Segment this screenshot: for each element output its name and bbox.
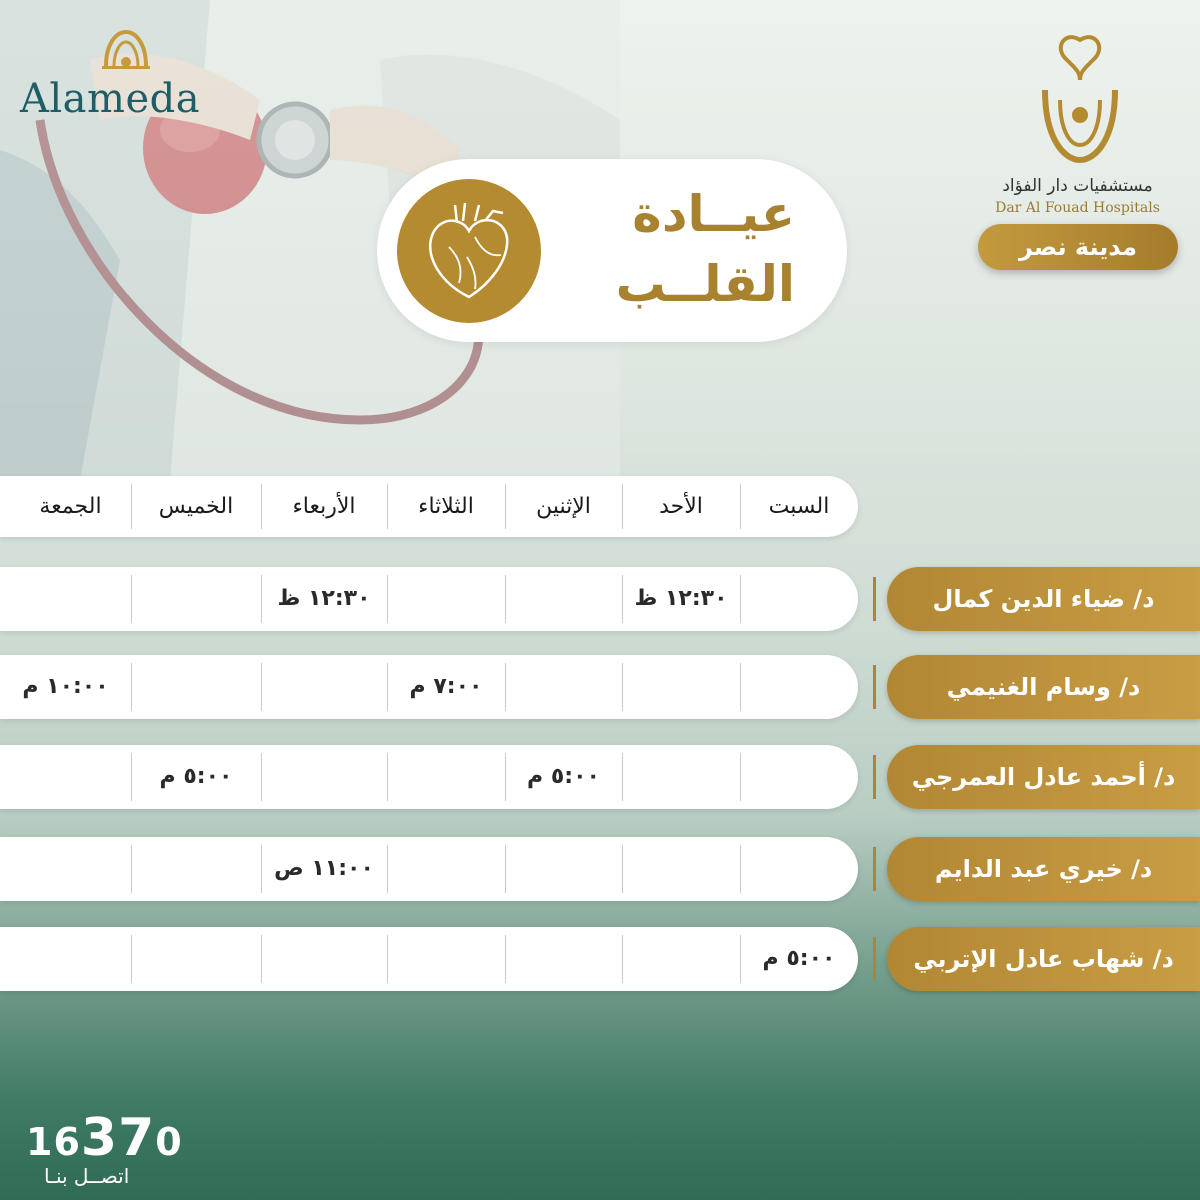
schedule-row <box>0 837 858 901</box>
schedule-row <box>0 567 858 631</box>
slot-wednesday <box>261 655 387 719</box>
slot-divider <box>505 663 506 711</box>
dar-al-fouad-arabic-name: مستشفيات دار الفؤاد <box>1002 176 1153 196</box>
doctor-name: د/ وسام الغنيمي <box>887 655 1200 719</box>
doctor-marker <box>873 755 876 799</box>
slot-wednesday <box>261 927 387 991</box>
contact-us-label: اتصــل بنـا <box>44 1164 130 1188</box>
slot-divider <box>505 753 506 801</box>
slot-tuesday <box>387 927 505 991</box>
dar-al-fouad-calligraphy-icon <box>1025 30 1135 170</box>
day-thursday: الخميس <box>158 494 234 519</box>
slot-sunday <box>622 655 740 719</box>
slot-divider <box>261 753 262 801</box>
slot-monday <box>505 837 622 901</box>
slot-friday: ١٠:٠٠ م <box>22 674 109 699</box>
slot-divider <box>261 845 262 893</box>
slot-wednesday <box>261 745 387 809</box>
doctor-name: د/ ضياء الدين كمال <box>887 567 1200 631</box>
hotline[interactable] <box>26 1108 183 1188</box>
slot-wednesday: ١١:٠٠ ص <box>274 856 374 881</box>
slot-thursday <box>131 837 261 901</box>
slot-divider <box>387 753 388 801</box>
slot-divider <box>131 845 132 893</box>
schedule-row <box>0 927 858 991</box>
day-divider <box>505 484 506 529</box>
day-tuesday: الثلاثاء <box>418 494 474 519</box>
slot-divider <box>622 845 623 893</box>
hotline-number-prefix: 16 <box>26 1120 81 1164</box>
slot-divider <box>261 663 262 711</box>
slot-divider <box>387 663 388 711</box>
dar-al-fouad-english-name: Dar Al Fouad Hospitals <box>995 200 1160 216</box>
slot-friday <box>0 567 131 631</box>
hotline-number-mid: 37 <box>80 1108 156 1168</box>
slot-divider <box>387 575 388 623</box>
slot-tuesday <box>387 837 505 901</box>
hotline-number-suffix: 0 <box>155 1120 183 1164</box>
slot-divider <box>740 575 741 623</box>
doctor-name: د/ شهاب عادل الإتربي <box>887 927 1200 991</box>
slot-thursday <box>131 567 261 631</box>
slot-wednesday: ١٢:٣٠ ظ <box>277 586 371 611</box>
day-divider <box>740 484 741 529</box>
days-header <box>0 476 858 537</box>
doctor-marker <box>873 937 876 981</box>
dar-al-fouad-logo <box>985 30 1170 220</box>
slot-sunday <box>622 837 740 901</box>
doctor-name: د/ أحمد عادل العمرجي <box>887 745 1200 809</box>
slot-divider <box>131 753 132 801</box>
slot-monday: ٥:٠٠ م <box>527 764 600 789</box>
title-line-1: عيــادة <box>632 185 795 243</box>
doctor-marker <box>873 577 876 621</box>
alameda-wordmark: Alameda <box>20 76 201 122</box>
slot-divider <box>740 663 741 711</box>
slot-thursday <box>131 655 261 719</box>
slot-divider <box>740 753 741 801</box>
hotline-number[interactable] <box>26 1108 183 1168</box>
schedule-row <box>0 655 858 719</box>
slot-friday <box>0 927 131 991</box>
day-sunday: الأحد <box>659 494 703 519</box>
title-line-2: القلــب <box>615 255 795 313</box>
day-divider <box>131 484 132 529</box>
slot-divider <box>131 663 132 711</box>
heart-icon <box>419 197 519 307</box>
slot-divider <box>261 575 262 623</box>
slot-saturday: ٥:٠٠ م <box>762 946 836 971</box>
alameda-mark-icon <box>98 26 154 74</box>
slot-divider <box>505 935 506 983</box>
slot-divider <box>387 845 388 893</box>
slot-tuesday <box>387 745 505 809</box>
alameda-logo <box>20 26 220 126</box>
slot-friday <box>0 745 131 809</box>
slot-divider <box>387 935 388 983</box>
slot-sunday: ١٢:٣٠ ظ <box>634 586 728 611</box>
branch-badge: مدينة نصر <box>978 224 1178 270</box>
day-wednesday: الأربعاء <box>292 494 356 519</box>
day-divider <box>261 484 262 529</box>
slot-divider <box>505 575 506 623</box>
slot-saturday <box>740 837 858 901</box>
slot-divider <box>622 935 623 983</box>
slot-saturday <box>740 745 858 809</box>
slot-monday <box>505 655 622 719</box>
day-friday: الجمعة <box>39 494 102 519</box>
slot-sunday <box>622 745 740 809</box>
slot-divider <box>622 753 623 801</box>
day-divider <box>622 484 623 529</box>
slot-divider <box>622 575 623 623</box>
heart-badge <box>397 179 541 323</box>
slot-monday <box>505 927 622 991</box>
slot-tuesday: ٧:٠٠ م <box>409 674 483 699</box>
doctor-name: د/ خيري عبد الدايم <box>887 837 1200 901</box>
slot-friday <box>0 837 131 901</box>
clinic-title-card <box>377 159 847 342</box>
slot-divider <box>505 845 506 893</box>
slot-divider <box>131 935 132 983</box>
doctor-marker <box>873 847 876 891</box>
slot-thursday <box>131 927 261 991</box>
slot-divider <box>740 935 741 983</box>
schedule-row <box>0 745 858 809</box>
slot-sunday <box>622 927 740 991</box>
slot-divider <box>740 845 741 893</box>
slot-saturday <box>740 655 858 719</box>
slot-monday <box>505 567 622 631</box>
slot-saturday <box>740 567 858 631</box>
doctor-marker <box>873 665 876 709</box>
slot-tuesday <box>387 567 505 631</box>
slot-thursday: ٥:٠٠ م <box>159 764 233 789</box>
slot-divider <box>622 663 623 711</box>
slot-divider <box>261 935 262 983</box>
slot-divider <box>131 575 132 623</box>
day-divider <box>387 484 388 529</box>
day-saturday: السبت <box>768 494 830 519</box>
day-monday: الإثنين <box>536 494 591 519</box>
